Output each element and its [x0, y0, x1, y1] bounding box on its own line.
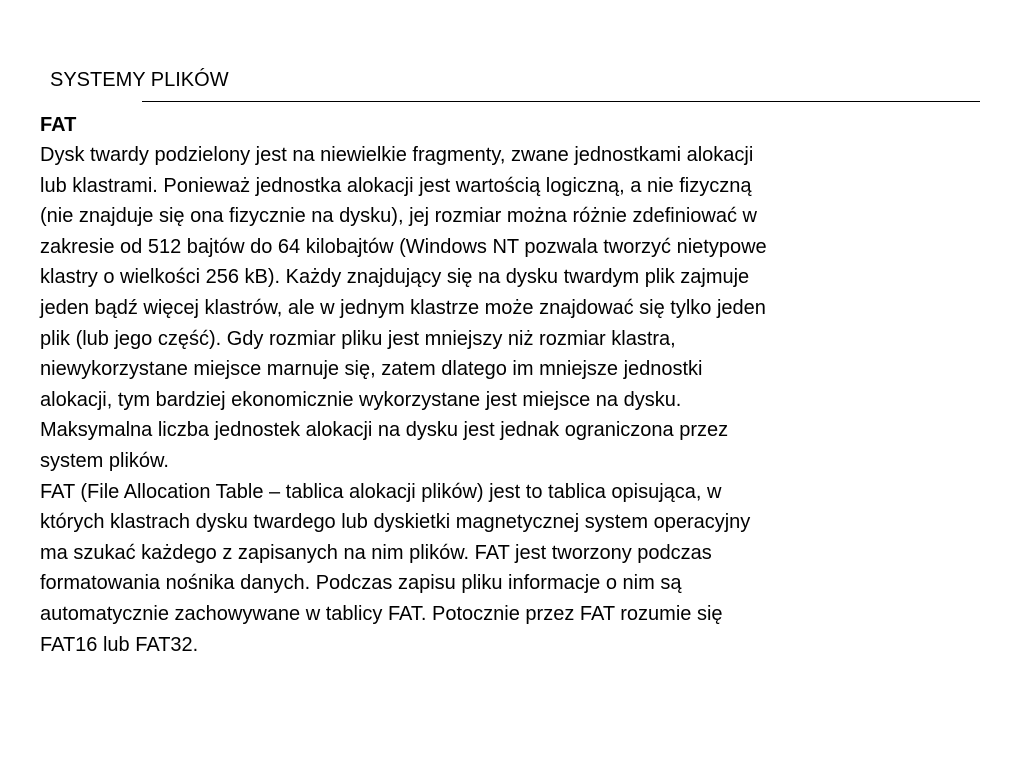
section-heading: FAT: [40, 114, 77, 136]
body-line: Dysk twardy podzielony jest na niewielkie fragmenty, zwane jednostkami alokacji: [40, 144, 754, 166]
body-line: formatowania nośnika danych. Podczas zapisu pliku informacje o nim są: [40, 572, 682, 595]
body-line: klastry o wielkości 256 kB). Każdy znajdujący się na dysku twardym plik zajmuje: [40, 266, 750, 289]
body-line: Maksymalna liczba jednostek alokacji na dysku jest jednak ograniczona przez: [40, 419, 729, 442]
body-line: automatycznie zachowywane w tablicy FAT. Potocznie przez FAT rozumie się: [40, 602, 723, 625]
body-line: (nie znajduje się ona fizycznie na dysku), jej rozmiar można różnie zdefiniować w: [40, 205, 757, 228]
body-line: niewykorzystane miejsce marnuje się, zatem dlatego im mniejsze jednostki: [40, 358, 703, 381]
body-line: FAT (File Allocation Table – tablica alokacji plików) jest to tablica opisująca, w: [40, 480, 722, 503]
slide-title: SYSTEMY PLIKÓW: [50, 69, 229, 91]
body-line: alokacji, tym bardziej ekonomicznie wykorzystane jest miejsce na dysku.: [40, 388, 682, 411]
title-divider: [142, 101, 980, 102]
body-line: ma szukać każdego z zapisanych na nim plików. FAT jest tworzony podczas: [40, 541, 712, 564]
body-line: plik (lub jego część). Gdy rozmiar pliku jest mniejszy niż rozmiar klastra,: [40, 327, 676, 350]
body-line: system plików.: [40, 449, 169, 472]
body-line: lub klastrami. Ponieważ jednostka alokacji jest wartością logiczną, a nie fizyczną: [40, 174, 752, 197]
body-line: jeden bądź więcej klastrów, ale w jednym klastrze może znajdować się tylko jeden: [40, 296, 766, 319]
body-line: FAT16 lub FAT32.: [40, 633, 199, 656]
slide-body: [40, 110, 990, 660]
body-line: których klastrach dysku twardego lub dyskietki magnetycznej system operacyjny: [40, 511, 751, 534]
body-line: zakresie od 512 bajtów do 64 kilobajtów (Windows NT pozwala tworzyć nietypowe: [40, 235, 767, 258]
